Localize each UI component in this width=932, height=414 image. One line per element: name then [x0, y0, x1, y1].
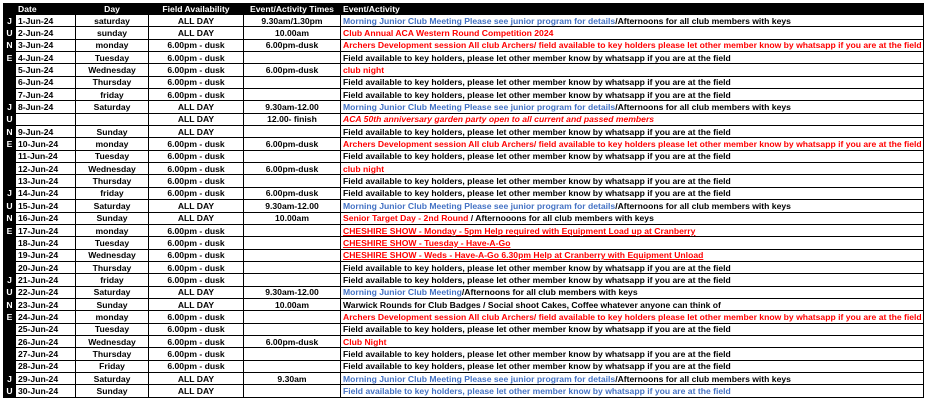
day-cell: Tuesday	[76, 323, 149, 335]
event-activity-cell	[341, 163, 924, 175]
field-availability-cell: ALL DAY	[149, 385, 244, 397]
month-letter-cell: J	[4, 101, 16, 113]
event-activity-cell	[341, 237, 924, 249]
day-cell: Wednesday	[76, 64, 149, 76]
month-letter-cell	[4, 360, 16, 372]
day-cell: friday	[76, 89, 149, 101]
event-times-cell	[244, 237, 341, 249]
table-row	[4, 200, 924, 212]
month-letter-cell: E	[4, 311, 16, 323]
event-times-cell: 10.00am	[244, 27, 341, 39]
day-cell: Thursday	[76, 348, 149, 360]
activity-text: Field available to key holders, please let other member know by whatsapp if you are at the field	[343, 385, 731, 396]
activity-text: club night	[343, 163, 385, 174]
table-row	[4, 126, 924, 138]
event-activity-cell	[341, 298, 924, 310]
event-activity-cell	[341, 249, 924, 261]
event-activity-cell	[341, 212, 924, 224]
date-cell: 29-Jun-24	[16, 372, 76, 384]
day-cell: Friday	[76, 360, 149, 372]
event-times-cell	[244, 348, 341, 360]
header-day: Day	[76, 4, 149, 15]
day-cell: Saturday	[76, 200, 149, 212]
activity-text: CHESHIRE SHOW - Tuesday - Have-A-Go	[343, 237, 511, 248]
activity-text: Field available to key holders, please let other member know by whatsapp if you are at the field	[343, 274, 731, 285]
header-date: Date	[16, 4, 76, 15]
day-cell: monday	[76, 311, 149, 323]
event-times-cell: 6.00pm-dusk	[244, 138, 341, 150]
date-cell: 12-Jun-24	[16, 163, 76, 175]
day-cell: Thursday	[76, 261, 149, 273]
table-row	[4, 323, 924, 335]
day-cell: saturday	[76, 15, 149, 27]
activity-text: Morning Junior Club Meeting Please see junior program for details	[343, 102, 616, 113]
day-cell	[76, 113, 149, 125]
month-letter-cell: U	[4, 200, 16, 212]
activity-text: /Afternoons for all club members with keys	[461, 287, 638, 298]
table-row	[4, 274, 924, 286]
day-cell: Saturday	[76, 286, 149, 298]
table-row	[4, 286, 924, 298]
event-times-cell	[244, 126, 341, 138]
event-activity-cell	[341, 348, 924, 360]
event-activity-cell	[341, 150, 924, 162]
event-activity-cell	[341, 261, 924, 273]
month-letter-cell: U	[4, 385, 16, 397]
field-availability-cell: 6.00pm - dusk	[149, 323, 244, 335]
date-cell: 17-Jun-24	[16, 224, 76, 236]
date-cell: 9-Jun-24	[16, 126, 76, 138]
table-row	[4, 348, 924, 360]
event-times-cell: 9.30am-12.00	[244, 101, 341, 113]
date-cell: 27-Jun-24	[16, 348, 76, 360]
activity-text: Archers Development session All club Archers/ field available to key holders please let other member know by whatsapp if you are at the field	[343, 139, 922, 150]
table-row	[4, 138, 924, 150]
event-times-cell: 10.00am	[244, 212, 341, 224]
event-activity-cell	[341, 15, 924, 27]
date-cell: 20-Jun-24	[16, 261, 76, 273]
date-cell: 6-Jun-24	[16, 76, 76, 88]
month-letter-cell: E	[4, 224, 16, 236]
month-letter-cell	[4, 237, 16, 249]
activity-text: CHESHIRE SHOW - Monday - 5pm Help required with Equipment Load up at Cranberry	[343, 225, 696, 236]
field-availability-cell: ALL DAY	[149, 15, 244, 27]
date-cell	[16, 113, 76, 125]
event-activity-cell	[341, 187, 924, 199]
event-activity-cell	[341, 372, 924, 384]
activity-text: /Afternoons for all club members with keys	[615, 373, 791, 384]
activity-text: Senior Target Day - 2nd Round	[343, 213, 469, 224]
day-cell: Saturday	[76, 101, 149, 113]
activity-text: Club Night	[343, 336, 387, 347]
month-letter-cell	[4, 261, 16, 273]
table-row	[4, 175, 924, 187]
day-cell: monday	[76, 39, 149, 51]
month-letter-cell: E	[4, 138, 16, 150]
activity-text: Field available to key holders, please let other member know by whatsapp if you are at the field	[343, 348, 731, 359]
event-activity-cell	[341, 126, 924, 138]
table-row	[4, 113, 924, 125]
day-cell: Saturday	[76, 372, 149, 384]
date-cell: 15-Jun-24	[16, 200, 76, 212]
day-cell: monday	[76, 138, 149, 150]
activity-text: Field available to key holders, please let other member know by whatsapp if you are at the field	[343, 151, 731, 162]
event-times-cell	[244, 224, 341, 236]
event-activity-cell	[341, 101, 924, 113]
table-row	[4, 101, 924, 113]
field-availability-cell: ALL DAY	[149, 298, 244, 310]
day-cell: Sunday	[76, 298, 149, 310]
event-times-cell: 6.00pm-dusk	[244, 335, 341, 347]
month-letter-cell: N	[4, 298, 16, 310]
table-row	[4, 335, 924, 347]
field-availability-cell: 6.00pm - dusk	[149, 311, 244, 323]
field-availability-cell: 6.00pm - dusk	[149, 249, 244, 261]
event-activity-cell	[341, 311, 924, 323]
activity-text: Field available to key holders, please let other member know by whatsapp if you are at the field	[343, 52, 731, 63]
activity-text: Archers Development session All club Archers/ field available to key holders please let other member know by whatsapp if you are at the field	[343, 40, 922, 51]
field-availability-cell: 6.00pm - dusk	[149, 64, 244, 76]
field-availability-cell: ALL DAY	[149, 126, 244, 138]
month-letter-cell: J	[4, 15, 16, 27]
date-cell: 10-Jun-24	[16, 138, 76, 150]
day-cell: Sunday	[76, 385, 149, 397]
activity-text: Field available to key holders, please let other member know by whatsapp if you are at the field	[343, 262, 731, 273]
event-times-cell	[244, 261, 341, 273]
date-cell: 23-Jun-24	[16, 298, 76, 310]
field-availability-cell: ALL DAY	[149, 27, 244, 39]
activity-text: Morning Junior Club Meeting Please see junior program for details	[343, 373, 616, 384]
day-cell: friday	[76, 274, 149, 286]
activity-text: Field available to key holders, please let other member know by whatsapp if you are at the field	[343, 77, 731, 88]
field-availability-cell: 6.00pm - dusk	[149, 163, 244, 175]
activity-text: Warwick Rounds for Club Badges / Social shoot Cakes, Coffee whatever anyone can think of	[343, 299, 721, 310]
activity-text: Field available to key holders, please let other member know by whatsapp if you are at the field	[343, 188, 731, 199]
month-letter-cell: U	[4, 286, 16, 298]
field-availability-cell: 6.00pm - dusk	[149, 89, 244, 101]
field-availability-cell: 6.00pm - dusk	[149, 261, 244, 273]
event-activity-cell	[341, 52, 924, 64]
event-times-cell	[244, 311, 341, 323]
header-event-activity: Event/Activity	[341, 4, 924, 15]
date-cell: 30-Jun-24	[16, 385, 76, 397]
field-availability-cell: 6.00pm - dusk	[149, 187, 244, 199]
event-activity-cell	[341, 323, 924, 335]
activity-text: / Afternooons for all club members with keys	[468, 213, 654, 224]
day-cell: Thursday	[76, 76, 149, 88]
month-letter-cell	[4, 76, 16, 88]
table-row	[4, 76, 924, 88]
table-row	[4, 261, 924, 273]
date-cell: 13-Jun-24	[16, 175, 76, 187]
field-availability-cell: 6.00pm - dusk	[149, 237, 244, 249]
table-row	[4, 150, 924, 162]
event-times-cell: 10.00am	[244, 298, 341, 310]
activity-text: Morning Junior Club Meeting Please see junior program for details	[343, 15, 616, 26]
event-times-cell: 9.30am-12.00	[244, 286, 341, 298]
table-row	[4, 249, 924, 261]
event-activity-cell	[341, 224, 924, 236]
event-times-cell: 9.30am-12.00	[244, 200, 341, 212]
day-cell: Wednesday	[76, 249, 149, 261]
table-row	[4, 360, 924, 372]
event-activity-cell	[341, 200, 924, 212]
table-row	[4, 27, 924, 39]
header-field-availability: Field Availability	[149, 4, 244, 15]
event-times-cell	[244, 274, 341, 286]
date-cell: 5-Jun-24	[16, 64, 76, 76]
event-times-cell	[244, 89, 341, 101]
event-times-cell	[244, 150, 341, 162]
event-times-cell: 12.00- finish	[244, 113, 341, 125]
event-activity-cell	[341, 113, 924, 125]
date-cell: 25-Jun-24	[16, 323, 76, 335]
schedule-table	[3, 3, 924, 398]
event-activity-cell	[341, 27, 924, 39]
month-letter-cell	[4, 163, 16, 175]
month-letter-cell	[4, 89, 16, 101]
day-cell: sunday	[76, 27, 149, 39]
event-times-cell: 6.00pm-dusk	[244, 187, 341, 199]
activity-text: ACA 50th anniversary garden party open to all current and passed members	[343, 114, 655, 125]
date-cell: 3-Jun-24	[16, 39, 76, 51]
date-cell: 28-Jun-24	[16, 360, 76, 372]
event-activity-cell	[341, 64, 924, 76]
table-row	[4, 212, 924, 224]
date-cell: 18-Jun-24	[16, 237, 76, 249]
date-cell: 8-Jun-24	[16, 101, 76, 113]
event-times-cell	[244, 323, 341, 335]
month-letter-cell	[4, 150, 16, 162]
table-row	[4, 64, 924, 76]
table-row	[4, 298, 924, 310]
date-cell: 14-Jun-24	[16, 187, 76, 199]
month-letter-cell	[4, 348, 16, 360]
table-row	[4, 224, 924, 236]
table-row	[4, 187, 924, 199]
table-row	[4, 52, 924, 64]
day-cell: Tuesday	[76, 52, 149, 64]
event-times-cell: 6.00pm-dusk	[244, 163, 341, 175]
month-letter-cell	[4, 175, 16, 187]
event-times-cell	[244, 52, 341, 64]
header-row	[4, 4, 924, 15]
event-times-cell	[244, 385, 341, 397]
day-cell: Tuesday	[76, 150, 149, 162]
field-availability-cell: ALL DAY	[149, 101, 244, 113]
table-header	[4, 4, 924, 15]
date-cell: 4-Jun-24	[16, 52, 76, 64]
date-cell: 26-Jun-24	[16, 335, 76, 347]
day-cell: Thursday	[76, 175, 149, 187]
table-row	[4, 15, 924, 27]
field-availability-cell: 6.00pm - dusk	[149, 52, 244, 64]
event-activity-cell	[341, 360, 924, 372]
activity-text: Morning Junior Club Meeting Please see junior program for details	[343, 200, 616, 211]
event-activity-cell	[341, 286, 924, 298]
header-month-cell	[4, 4, 16, 15]
event-times-cell: 6.00pm-dusk	[244, 39, 341, 51]
field-availability-cell: ALL DAY	[149, 200, 244, 212]
date-cell: 22-Jun-24	[16, 286, 76, 298]
event-activity-cell	[341, 89, 924, 101]
header-event-times: Event/Activity Times	[244, 4, 341, 15]
activity-text: Field available to key holders, please let other member know by whatsapp if you are at the field	[343, 176, 731, 187]
date-cell: 24-Jun-24	[16, 311, 76, 323]
table-row	[4, 385, 924, 397]
day-cell: Tuesday	[76, 237, 149, 249]
month-letter-cell: J	[4, 187, 16, 199]
field-availability-cell: ALL DAY	[149, 113, 244, 125]
month-letter-cell: J	[4, 274, 16, 286]
activity-text: Field available to key holders, please let other member know by whatsapp if you are at the field	[343, 89, 731, 100]
activity-text: Morning Junior Club Meeting	[343, 287, 462, 298]
activity-text: Field available to key holders, please let other member know by whatsapp if you are at the field	[343, 126, 731, 137]
activity-text: Field available to key holders, please let other member know by whatsapp if you are at the field	[343, 324, 731, 335]
field-availability-cell: ALL DAY	[149, 372, 244, 384]
event-times-cell	[244, 360, 341, 372]
field-availability-cell: 6.00pm - dusk	[149, 224, 244, 236]
activity-text: /Afternoons for all club members with keys	[615, 15, 791, 26]
field-availability-cell: 6.00pm - dusk	[149, 348, 244, 360]
event-activity-cell	[341, 335, 924, 347]
event-times-cell	[244, 249, 341, 261]
day-cell: monday	[76, 224, 149, 236]
month-letter-cell	[4, 335, 16, 347]
event-activity-cell	[341, 39, 924, 51]
date-cell: 21-Jun-24	[16, 274, 76, 286]
table-row	[4, 237, 924, 249]
activity-text: club night	[343, 65, 385, 76]
day-cell: Wednesday	[76, 163, 149, 175]
activity-text: /Afternoons for all club members with keys	[615, 200, 791, 211]
field-availability-cell: ALL DAY	[149, 286, 244, 298]
field-availability-cell: 6.00pm - dusk	[149, 76, 244, 88]
field-availability-cell: 6.00pm - dusk	[149, 360, 244, 372]
event-activity-cell	[341, 385, 924, 397]
event-times-cell	[244, 76, 341, 88]
field-availability-cell: 6.00pm - dusk	[149, 274, 244, 286]
month-letter-cell: J	[4, 372, 16, 384]
activity-text: CHESHIRE SHOW - Weds - Have-A-Go 6.30pm Help at Cranberry with Equipment Unload	[343, 250, 704, 261]
event-times-cell: 9.30am	[244, 372, 341, 384]
event-activity-cell	[341, 138, 924, 150]
table-row	[4, 311, 924, 323]
activity-text: Club Annual ACA Western Round Competition 2024	[343, 28, 554, 39]
month-letter-cell	[4, 249, 16, 261]
month-letter-cell: E	[4, 52, 16, 64]
field-availability-cell: 6.00pm - dusk	[149, 39, 244, 51]
table-row	[4, 39, 924, 51]
field-availability-cell: ALL DAY	[149, 212, 244, 224]
activity-text: Field available to key holders, please let other member know by whatsapp if you are at the field	[343, 361, 731, 372]
month-letter-cell: U	[4, 27, 16, 39]
activity-text: Archers Development session All club Archers/ field available to key holders please let other member know by whatsapp if you are at the field	[343, 311, 922, 322]
month-letter-cell	[4, 323, 16, 335]
month-letter-cell: N	[4, 212, 16, 224]
date-cell: 16-Jun-24	[16, 212, 76, 224]
date-cell: 1-Jun-24	[16, 15, 76, 27]
table-row	[4, 89, 924, 101]
event-activity-cell	[341, 175, 924, 187]
field-availability-cell: 6.00pm - dusk	[149, 150, 244, 162]
day-cell: Sunday	[76, 126, 149, 138]
field-availability-cell: 6.00pm - dusk	[149, 138, 244, 150]
table-row	[4, 163, 924, 175]
activity-text: /Afternoons for all club members with keys	[615, 102, 791, 113]
date-cell: 2-Jun-24	[16, 27, 76, 39]
field-availability-cell: 6.00pm - dusk	[149, 335, 244, 347]
month-letter-cell: N	[4, 39, 16, 51]
day-cell: Wednesday	[76, 335, 149, 347]
date-cell: 11-Jun-24	[16, 150, 76, 162]
event-activity-cell	[341, 274, 924, 286]
month-letter-cell: U	[4, 113, 16, 125]
month-letter-cell	[4, 64, 16, 76]
event-activity-cell	[341, 76, 924, 88]
table-row	[4, 372, 924, 384]
month-letter-cell: N	[4, 126, 16, 138]
day-cell: friday	[76, 187, 149, 199]
day-cell: Sunday	[76, 212, 149, 224]
field-availability-cell: 6.00pm - dusk	[149, 175, 244, 187]
event-times-cell: 9.30am/1.30pm	[244, 15, 341, 27]
event-times-cell: 6.00pm-dusk	[244, 64, 341, 76]
date-cell: 19-Jun-24	[16, 249, 76, 261]
date-cell: 7-Jun-24	[16, 89, 76, 101]
event-times-cell	[244, 175, 341, 187]
table-body	[4, 15, 924, 398]
